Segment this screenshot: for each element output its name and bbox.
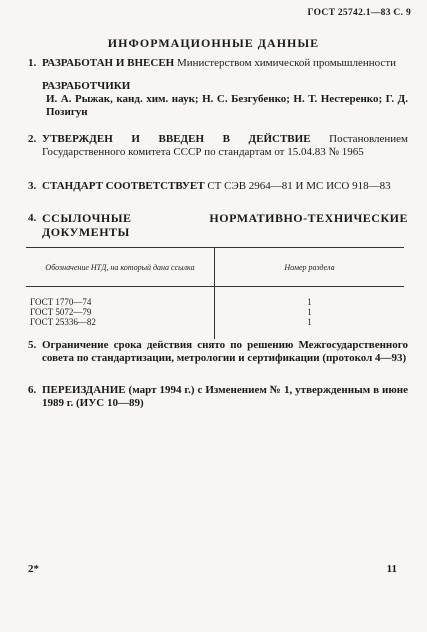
section-number: 1. bbox=[28, 57, 37, 69]
document-header: ГОСТ 25742.1—83 С. 9 bbox=[307, 8, 411, 18]
ref-table-header-section: Номер раздела bbox=[215, 248, 405, 287]
section-6 bbox=[28, 384, 408, 410]
ref-section: 1 bbox=[307, 297, 312, 307]
page-number: 11 bbox=[386, 563, 397, 575]
ref-section: 1 bbox=[307, 317, 312, 327]
table-row bbox=[26, 317, 404, 339]
section-number: 4. bbox=[28, 212, 37, 224]
section-lead: СТАНДАРТ СООТВЕТСТВУЕТ bbox=[42, 180, 205, 192]
table-row bbox=[26, 287, 404, 308]
section-2 bbox=[28, 133, 408, 159]
section-text: СТ СЭВ 2964—81 И МС ИСО 918—83 bbox=[204, 180, 391, 192]
ref-table-header-doc: Обозначение НТД, на который дана ссылка bbox=[26, 248, 215, 287]
section-number: 3. bbox=[28, 180, 37, 192]
section-text: Ограничение срока действия снято по решению Межгосударственного совета по стандартизации, метрологии и сертификации (протокол 4—93) bbox=[42, 339, 408, 364]
table-row bbox=[26, 307, 404, 317]
section-lead: ПЕРЕИЗДАНИЕ bbox=[42, 384, 126, 396]
section-text: Постановлением Государственного комитета СССР по стандартам от 15.04.83 № 1965 bbox=[42, 133, 408, 158]
section-number: 6. bbox=[28, 384, 37, 396]
section-5 bbox=[28, 339, 408, 365]
section-lead: ССЫЛОЧНЫЕ НОРМАТИВНО-ТЕХНИЧЕСКИЕ ДОКУМЕНТЫ bbox=[42, 211, 408, 239]
section-number: 5. bbox=[28, 339, 37, 351]
ref-doc: ГОСТ 25336—82 bbox=[26, 317, 215, 339]
ref-doc: ГОСТ 1770—74 bbox=[26, 287, 215, 308]
section-number: 2. bbox=[28, 133, 37, 145]
developers-names: И. А. Рыжак, канд. хим. наук; Н. С. Безгубенко; Н. Т. Нестеренко; Г. Д. Позигун bbox=[46, 93, 408, 118]
section-text: (март 1994 г.) с Изменением № 1, утвержденным в июне 1989 г. (ИУС 10—89) bbox=[42, 384, 408, 409]
reference-table bbox=[26, 247, 404, 339]
page-signature-mark: 2* bbox=[28, 563, 39, 575]
section-4 bbox=[28, 212, 408, 240]
section-lead: РАЗРАБОТАН И ВНЕСЕН bbox=[42, 57, 175, 69]
page-title: ИНФОРМАЦИОННЫЕ ДАННЫЕ bbox=[107, 36, 320, 50]
section-lead: УТВЕРЖДЕН И ВВЕДЕН В ДЕЙСТВИЕ bbox=[42, 133, 311, 145]
ref-section: 1 bbox=[307, 307, 312, 317]
developers-heading: РАЗРАБОТЧИКИ bbox=[42, 80, 131, 92]
ref-doc: ГОСТ 5072—79 bbox=[26, 307, 215, 317]
section-3 bbox=[28, 180, 408, 193]
section-1 bbox=[28, 57, 408, 119]
section-text: Министерством химической промышленности bbox=[174, 57, 397, 69]
